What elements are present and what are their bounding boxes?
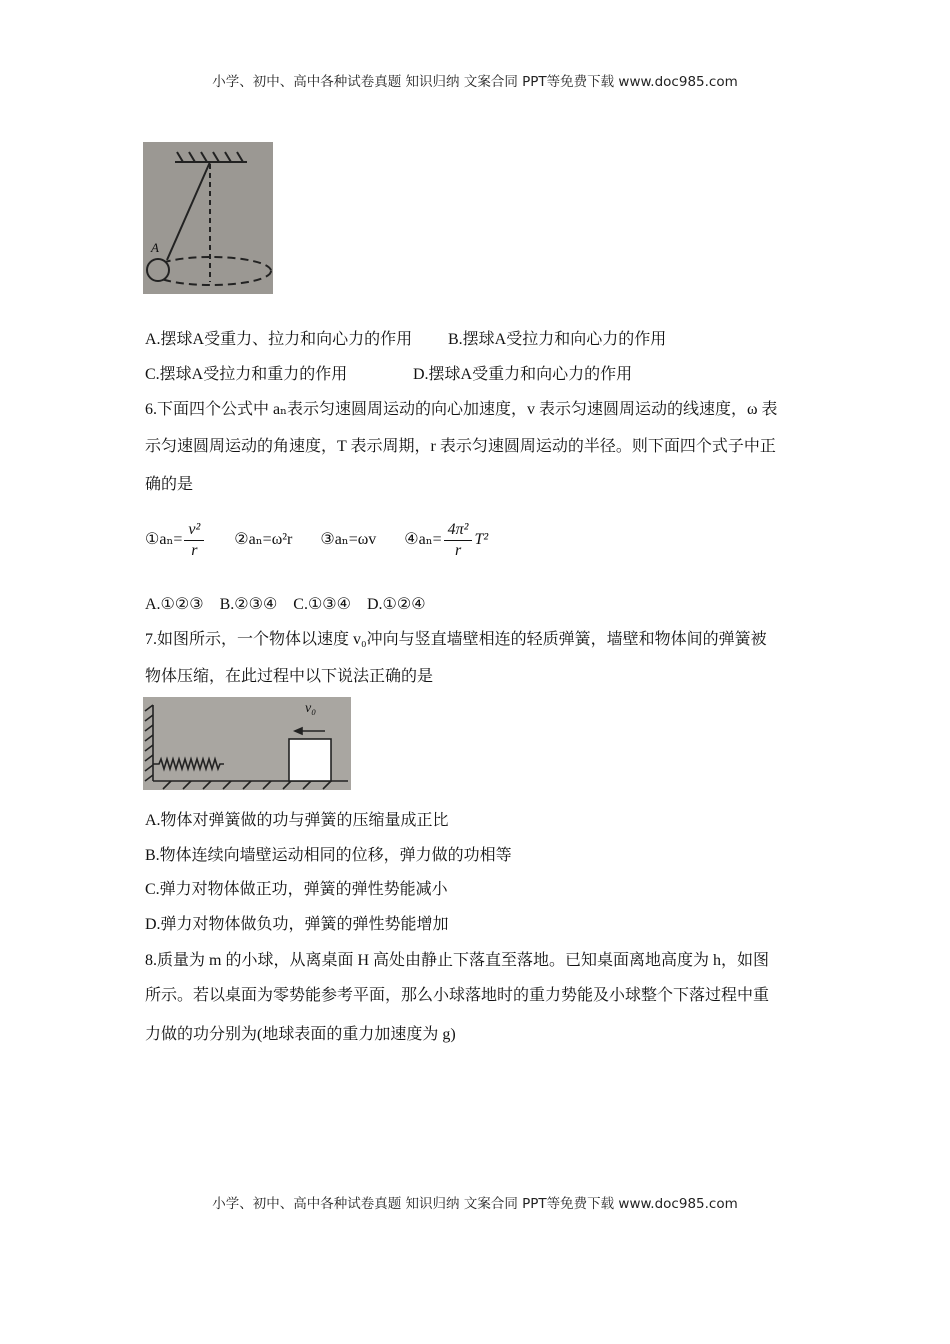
q6-options: A.①②③ B.②③④ C.①③④ D.①②④ [145,596,426,613]
ball-label: A [151,240,159,255]
formula-4-prefix: ④aₙ= [404,531,442,549]
page-footer: 小学、初中、高中各种试卷真题 知识归纳 文案合同 PPT等免费下载 www.doc985.com [212,1196,738,1212]
q7-option-c: C.弹力对物体做正功，弹簧的弹性势能减小 [145,881,448,898]
pendulum-diagram [143,142,273,294]
q6-formulas [145,520,488,561]
q6-text-2: 示匀速圆周运动的角速度，T 表示周期，r 表示匀速圆周运动的半径。则下面四个式子中正 [145,438,776,455]
q8-text-2: 所示。若以桌面为零势能参考平面，那么小球落地时的重力势能及小球整个下落过程中重 [145,987,770,1004]
formula-2: ②aₙ=ω²r [234,531,293,549]
conical-pendulum-figure [143,142,273,294]
formula-4-fraction [444,520,473,561]
denominator: r [191,542,198,559]
q7-option-d: D.弹力对物体做负功，弹簧的弹性势能增加 [145,916,449,933]
q6-text-1: 6.下面四个公式中 aₙ表示匀速圆周运动的向心加速度，v 表示匀速圆周运动的线速度，ω 表 [145,401,778,418]
formula-4-suffix: T² [474,531,489,549]
numerator: 4π² [444,520,473,541]
spring-block-figure [143,697,351,790]
q7-option-b: B.物体连续向墙壁运动相同的位移，弹力做的功相等 [145,847,512,864]
denominator: r [454,542,462,559]
q8-text-3: 力做的功分别为(地球表面的重力加速度为 g) [145,1026,456,1043]
q5-option-a: A.摆球A受重力、拉力和向心力的作用 [145,331,413,348]
q5-option-d: D.摆球A受重力和向心力的作用 [413,366,633,383]
formula-1-fraction [184,520,204,561]
formula-3: ③aₙ=ωv [320,531,377,549]
q8-text-1: 8.质量为 m 的小球，从离桌面 H 高处由静止下落直至落地。已知桌面离地高度为 h，如图 [145,952,770,969]
q7-text-2: 物体压缩，在此过程中以下说法正确的是 [145,668,434,685]
velocity-label: v₀ [305,701,317,716]
numerator: v² [184,520,204,541]
formula-1-prefix: ①aₙ= [145,531,183,549]
spring-diagram [143,697,351,790]
q5-option-b: B.摆球A受拉力和向心力的作用 [448,331,667,348]
q7-text-1: 7.如图所示，一个物体以速度 v₀冲向与竖直墙壁相连的轻质弹簧，墙壁和物体间的弹簧被 [145,631,767,648]
q5-option-c: C.摆球A受拉力和重力的作用 [145,366,348,383]
page-header: 小学、初中、高中各种试卷真题 知识归纳 文案合同 PPT等免费下载 www.doc985.com [212,74,738,90]
q7-option-a: A.物体对弹簧做的功与弹簧的压缩量成正比 [145,812,449,829]
q6-text-3: 确的是 [145,476,194,493]
